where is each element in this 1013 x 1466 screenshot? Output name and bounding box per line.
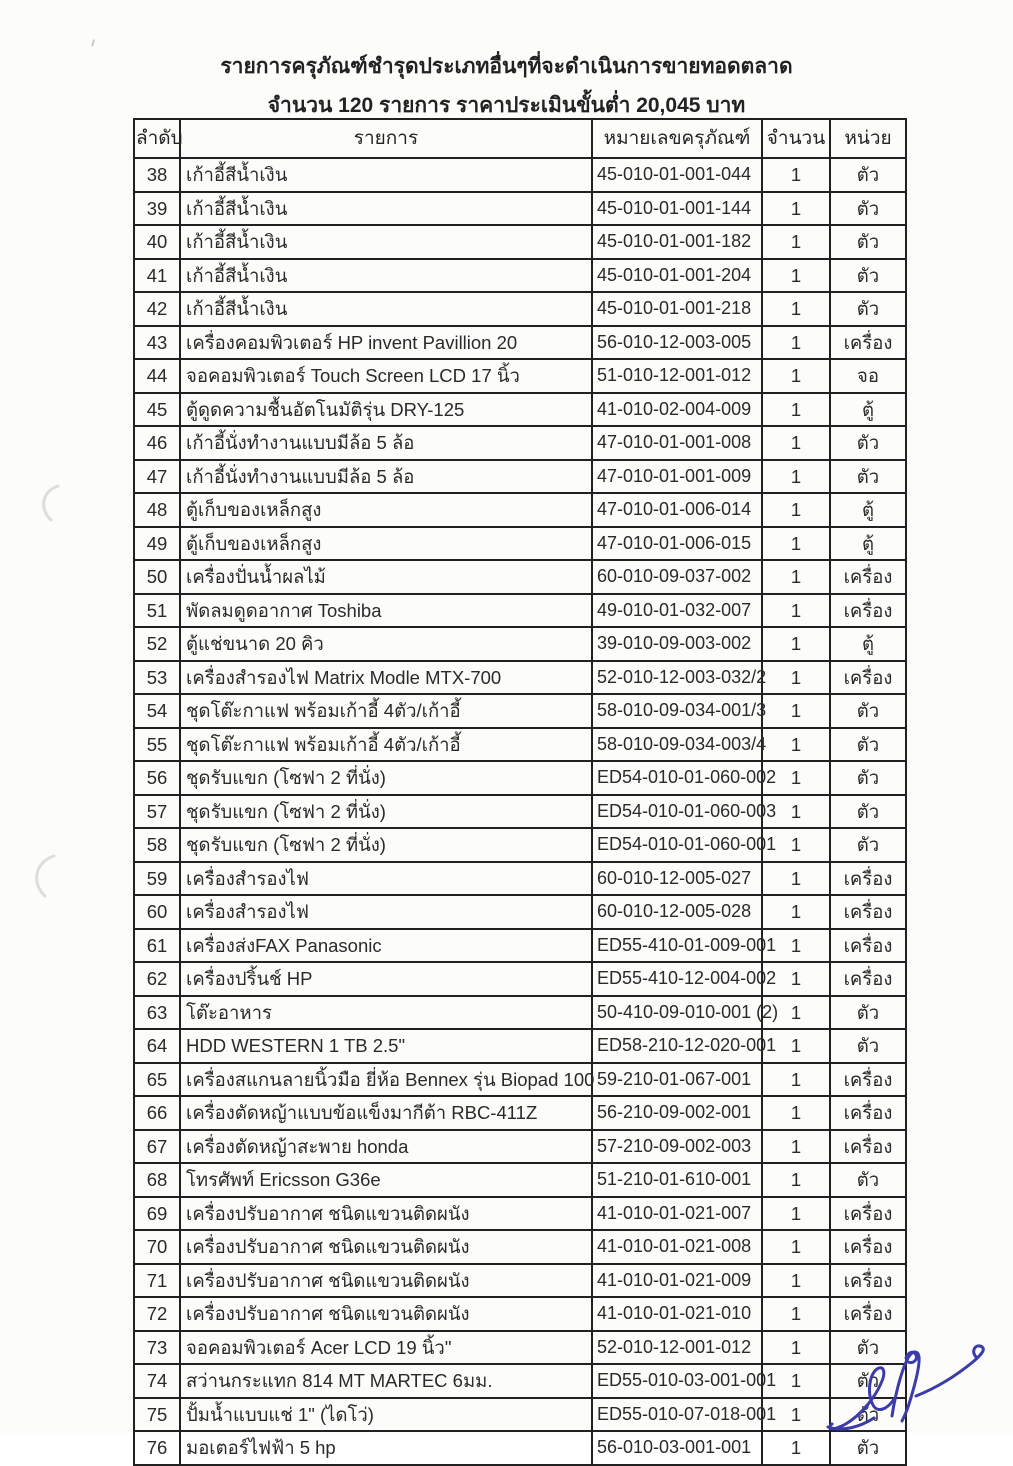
item-name: เก้าอี้สีน้ำเงิน — [180, 158, 592, 192]
table-row — [134, 661, 906, 695]
unit: เครื่อง — [830, 1096, 906, 1130]
asset-number: 41-010-01-021-009 — [592, 1264, 762, 1298]
unit: จอ — [830, 359, 906, 393]
table-row — [134, 1230, 906, 1264]
table-row — [134, 1364, 906, 1398]
handwritten-signature — [824, 1334, 1010, 1432]
asset-number: 45-010-01-001-044 — [592, 158, 762, 192]
table-row — [134, 895, 906, 929]
quantity: 1 — [762, 493, 830, 527]
unit: ตัว — [830, 192, 906, 226]
row-number: 61 — [134, 929, 180, 963]
asset-number: 60-010-12-005-027 — [592, 862, 762, 896]
item-name: เก้าอี้สีน้ำเงิน — [180, 225, 592, 259]
item-name: พัดลมดูดอากาศ Toshiba — [180, 594, 592, 628]
item-name: โต๊ะอาหาร — [180, 996, 592, 1030]
quantity: 1 — [762, 259, 830, 293]
item-name: เครื่องปรับอากาศ ชนิดแขวนติดผนัง — [180, 1264, 592, 1298]
asset-number: 41-010-01-021-007 — [592, 1197, 762, 1231]
quantity: 1 — [762, 828, 830, 862]
asset-number: 60-010-12-005-028 — [592, 895, 762, 929]
row-number: 76 — [134, 1431, 180, 1465]
unit: ตัว — [830, 761, 906, 795]
asset-number: 47-010-01-006-014 — [592, 493, 762, 527]
quantity: 1 — [762, 1096, 830, 1130]
unit: เครื่อง — [830, 962, 906, 996]
table-row — [134, 929, 906, 963]
table-row — [134, 1029, 906, 1063]
item-name: เครื่องปรับอากาศ ชนิดแขวนติดผนัง — [180, 1230, 592, 1264]
row-number: 55 — [134, 728, 180, 762]
row-number: 70 — [134, 1230, 180, 1264]
item-name: เครื่องปรับอากาศ ชนิดแขวนติดผนัง — [180, 1297, 592, 1331]
asset-number: 47-010-01-001-009 — [592, 460, 762, 494]
row-number: 72 — [134, 1297, 180, 1331]
item-name: ปั้มน้ำแบบแช่ 1" (ไดโว่) — [180, 1398, 592, 1432]
row-number: 75 — [134, 1398, 180, 1432]
item-name: ชุดรับแขก (โซฟา 2 ที่นั่ง) — [180, 828, 592, 862]
quantity: 1 — [762, 1331, 830, 1365]
asset-number: 57-210-09-002-003 — [592, 1130, 762, 1164]
table-row — [134, 1063, 906, 1097]
row-number: 66 — [134, 1096, 180, 1130]
item-name: เครื่องปริ้นช์ HP — [180, 962, 592, 996]
table-row — [134, 1297, 906, 1331]
asset-number: ED55-410-01-009-001 — [592, 929, 762, 963]
quantity: 1 — [762, 393, 830, 427]
item-name: สว่านกระแทก 814 MT MARTEC 6มม. — [180, 1364, 592, 1398]
asset-number: 47-010-01-001-008 — [592, 426, 762, 460]
unit: ตัว — [830, 292, 906, 326]
row-number: 48 — [134, 493, 180, 527]
unit: ตู้ — [830, 527, 906, 561]
row-number: 41 — [134, 259, 180, 293]
table-row — [134, 761, 906, 795]
row-number: 69 — [134, 1197, 180, 1231]
asset-number: 56-010-03-001-001 — [592, 1431, 762, 1465]
asset-number: ED55-410-12-004-002 — [592, 962, 762, 996]
asset-number: ED54-010-01-060-003 — [592, 795, 762, 829]
table-row — [134, 158, 906, 192]
table-row — [134, 292, 906, 326]
row-number: 63 — [134, 996, 180, 1030]
asset-number: ED58-210-12-020-001 — [592, 1029, 762, 1063]
table-row — [134, 1197, 906, 1231]
quantity: 1 — [762, 527, 830, 561]
quantity: 1 — [762, 761, 830, 795]
item-name: ชุดรับแขก (โซฟา 2 ที่นั่ง) — [180, 761, 592, 795]
item-name: ชุดโต๊ะกาแฟ พร้อมเก้าอี้ 4ตัว/เก้าอี้ — [180, 694, 592, 728]
row-number: 58 — [134, 828, 180, 862]
quantity: 1 — [762, 158, 830, 192]
unit: เครื่อง — [830, 862, 906, 896]
row-number: 73 — [134, 1331, 180, 1365]
quantity: 1 — [762, 962, 830, 996]
unit: เครื่อง — [830, 661, 906, 695]
quantity: 1 — [762, 862, 830, 896]
asset-number: 45-010-01-001-144 — [592, 192, 762, 226]
quantity: 1 — [762, 1297, 830, 1331]
row-number: 45 — [134, 393, 180, 427]
unit: เครื่อง — [830, 326, 906, 360]
table-row — [134, 627, 906, 661]
quantity: 1 — [762, 795, 830, 829]
table-row — [134, 560, 906, 594]
asset-number: 52-010-12-003-032/2 — [592, 661, 762, 695]
table-row — [134, 192, 906, 226]
table-row — [134, 225, 906, 259]
row-number: 64 — [134, 1029, 180, 1063]
item-name: เครื่องสแกนลายนิ้วมือ ยี่ห้อ Bennex รุ่น Biopad 100 — [180, 1063, 592, 1097]
item-name: เก้าอี้สีน้ำเงิน — [180, 192, 592, 226]
row-number: 44 — [134, 359, 180, 393]
table-row — [134, 426, 906, 460]
unit: เครื่อง — [830, 929, 906, 963]
quantity: 1 — [762, 996, 830, 1030]
document-subtitle: จำนวน 120 รายการ ราคาประเมินขั้นต่ำ 20,045 บาท — [267, 94, 746, 117]
unit: เครื่อง — [830, 1297, 906, 1331]
table-row — [134, 862, 906, 896]
asset-number: 58-010-09-034-001/3 — [592, 694, 762, 728]
item-name: ชุดรับแขก (โซฟา 2 ที่นั่ง) — [180, 795, 592, 829]
table-row — [134, 1264, 906, 1298]
table-row — [134, 393, 906, 427]
table-row — [134, 1096, 906, 1130]
item-name: เก้าอี้นั่งทำงานแบบมีล้อ 5 ล้อ — [180, 426, 592, 460]
table-row — [134, 460, 906, 494]
row-number: 54 — [134, 694, 180, 728]
unit: เครื่อง — [830, 1197, 906, 1231]
asset-number: 52-010-12-001-012 — [592, 1331, 762, 1365]
asset-number: ED54-010-01-060-001 — [592, 828, 762, 862]
row-number: 51 — [134, 594, 180, 628]
quantity: 1 — [762, 292, 830, 326]
header-item-name: รายการ — [180, 119, 592, 158]
item-name: มอเตอร์ไฟฟ้า 5 hp — [180, 1431, 592, 1465]
asset-number: 41-010-01-021-008 — [592, 1230, 762, 1264]
asset-number: 59-210-01-067-001 — [592, 1063, 762, 1097]
quantity: 1 — [762, 1063, 830, 1097]
item-name: จอคอมพิวเตอร์ Touch Screen LCD 17 นิ้ว — [180, 359, 592, 393]
row-number: 74 — [134, 1364, 180, 1398]
table-row — [134, 527, 906, 561]
header-asset-number: หมายเลขครุภัณฑ์ — [592, 119, 762, 158]
quantity: 1 — [762, 426, 830, 460]
asset-number: 56-210-09-002-001 — [592, 1096, 762, 1130]
row-number: 50 — [134, 560, 180, 594]
item-name: เครื่องสำรองไฟ — [180, 862, 592, 896]
table-row — [134, 259, 906, 293]
asset-number: 51-210-01-610-001 — [592, 1163, 762, 1197]
unit: เครื่อง — [830, 1230, 906, 1264]
table-row — [134, 962, 906, 996]
asset-number: 39-010-09-003-002 — [592, 627, 762, 661]
asset-number: 49-010-01-032-007 — [592, 594, 762, 628]
unit: เครื่อง — [830, 1264, 906, 1298]
item-name: HDD WESTERN 1 TB 2.5" — [180, 1029, 592, 1063]
item-name: เครื่องสำรองไฟ — [180, 895, 592, 929]
row-number: 60 — [134, 895, 180, 929]
unit: ตัว — [830, 460, 906, 494]
unit: เครื่อง — [830, 594, 906, 628]
quantity: 1 — [762, 560, 830, 594]
table-row — [134, 828, 906, 862]
row-number: 38 — [134, 158, 180, 192]
asset-number: 58-010-09-034-003/4 — [592, 728, 762, 762]
header-quantity: จำนวน — [762, 119, 830, 158]
row-number: 39 — [134, 192, 180, 226]
table-row — [134, 1431, 906, 1465]
table-row — [134, 359, 906, 393]
item-name: เครื่องปรับอากาศ ชนิดแขวนติดผนัง — [180, 1197, 592, 1231]
item-name: ตู้เก็บของเหล็กสูง — [180, 493, 592, 527]
unit: ตู้ — [830, 627, 906, 661]
quantity: 1 — [762, 225, 830, 259]
quantity: 1 — [762, 359, 830, 393]
row-number: 65 — [134, 1063, 180, 1097]
document-title: รายการครุภัณฑ์ชำรุดประเภทอื่นๆที่จะดำเนินการขายทอดตลาด — [220, 55, 793, 78]
table-row — [134, 493, 906, 527]
row-number: 40 — [134, 225, 180, 259]
item-name: โทรศัพท์ Ericsson G36e — [180, 1163, 592, 1197]
asset-number: ED55-010-03-001-001 — [592, 1364, 762, 1398]
quantity: 1 — [762, 661, 830, 695]
quantity: 1 — [762, 1431, 830, 1465]
quantity: 1 — [762, 1264, 830, 1298]
asset-table — [133, 118, 907, 1466]
table-row — [134, 1163, 906, 1197]
table-row — [134, 1331, 906, 1365]
asset-number: 50-410-09-010-001 (2) — [592, 996, 762, 1030]
unit: ตัว — [830, 225, 906, 259]
unit: ตัว — [830, 1029, 906, 1063]
asset-table-body — [134, 158, 906, 1465]
asset-number: ED55-010-07-018-001 — [592, 1398, 762, 1432]
row-number: 62 — [134, 962, 180, 996]
item-name: เก้าอี้สีน้ำเงิน — [180, 292, 592, 326]
quantity: 1 — [762, 460, 830, 494]
quantity: 1 — [762, 728, 830, 762]
asset-number: 45-010-01-001-218 — [592, 292, 762, 326]
item-name: เครื่องคอมพิวเตอร์ HP invent Pavillion 20 — [180, 326, 592, 360]
quantity: 1 — [762, 1230, 830, 1264]
row-number: 68 — [134, 1163, 180, 1197]
table-row — [134, 996, 906, 1030]
scan-artifact-arc — [36, 483, 62, 523]
quantity: 1 — [762, 1398, 830, 1432]
quantity: 1 — [762, 1029, 830, 1063]
row-number: 47 — [134, 460, 180, 494]
row-number: 59 — [134, 862, 180, 896]
item-name: จอคอมพิวเตอร์ Acer LCD 19 นิ้ว" — [180, 1331, 592, 1365]
item-name: ตู้ดูดความชื้นอัตโนมัติรุ่น DRY-125 — [180, 393, 592, 427]
unit: ตัว — [830, 996, 906, 1030]
item-name: เครื่องปั่นน้ำผลไม้ — [180, 560, 592, 594]
unit: เครื่อง — [830, 1130, 906, 1164]
unit: ตัว — [830, 158, 906, 192]
table-row — [134, 795, 906, 829]
quantity: 1 — [762, 895, 830, 929]
quantity: 1 — [762, 627, 830, 661]
row-number: 67 — [134, 1130, 180, 1164]
table-row — [134, 1398, 906, 1432]
unit: ตัว — [830, 1398, 906, 1432]
item-name: เก้าอี้สีน้ำเงิน — [180, 259, 592, 293]
unit: เครื่อง — [830, 1063, 906, 1097]
row-number: 52 — [134, 627, 180, 661]
row-number: 57 — [134, 795, 180, 829]
item-name: เครื่องส่งFAX Panasonic — [180, 929, 592, 963]
asset-number: 45-010-01-001-204 — [592, 259, 762, 293]
table-row — [134, 1130, 906, 1164]
row-number: 53 — [134, 661, 180, 695]
row-number: 56 — [134, 761, 180, 795]
unit: ตู้ — [830, 393, 906, 427]
scan-artifact-mark — [91, 39, 99, 48]
scan-artifact-arc — [28, 853, 60, 899]
table-row — [134, 594, 906, 628]
unit: ตัว — [830, 259, 906, 293]
quantity: 1 — [762, 694, 830, 728]
row-number: 42 — [134, 292, 180, 326]
unit: ตัว — [830, 1431, 906, 1465]
row-number: 46 — [134, 426, 180, 460]
asset-number: 41-010-02-004-009 — [592, 393, 762, 427]
unit: ตัว — [830, 828, 906, 862]
table-header-row — [134, 119, 906, 158]
asset-number: 51-010-12-001-012 — [592, 359, 762, 393]
quantity: 1 — [762, 1197, 830, 1231]
item-name: ชุดโต๊ะกาแฟ พร้อมเก้าอี้ 4ตัว/เก้าอี้ — [180, 728, 592, 762]
asset-number: 45-010-01-001-182 — [592, 225, 762, 259]
row-number: 49 — [134, 527, 180, 561]
unit: ตัว — [830, 426, 906, 460]
header-unit: หน่วย — [830, 119, 906, 158]
unit: ตัว — [830, 1163, 906, 1197]
table-row — [134, 326, 906, 360]
item-name: ตู้แช่ขนาด 20 คิว — [180, 627, 592, 661]
unit: ตัว — [830, 795, 906, 829]
unit: ตัว — [830, 694, 906, 728]
unit: ตัว — [830, 1331, 906, 1365]
quantity: 1 — [762, 192, 830, 226]
item-name: ตู้เก็บของเหล็กสูง — [180, 527, 592, 561]
item-name: เครื่องสำรองไฟ Matrix Modle MTX-700 — [180, 661, 592, 695]
unit: ตู้ — [830, 493, 906, 527]
asset-number: 56-010-12-003-005 — [592, 326, 762, 360]
asset-number: ED54-010-01-060-002 — [592, 761, 762, 795]
asset-number: 60-010-09-037-002 — [592, 560, 762, 594]
item-name: เครื่องตัดหญ้าสะพาย honda — [180, 1130, 592, 1164]
quantity: 1 — [762, 326, 830, 360]
quantity: 1 — [762, 1130, 830, 1164]
unit: เครื่อง — [830, 560, 906, 594]
header-row-number: ลำดับ — [134, 119, 180, 158]
row-number: 71 — [134, 1264, 180, 1298]
quantity: 1 — [762, 1163, 830, 1197]
asset-number: 41-010-01-021-010 — [592, 1297, 762, 1331]
table-row — [134, 694, 906, 728]
quantity: 1 — [762, 594, 830, 628]
unit: ตัว — [830, 1364, 906, 1398]
quantity: 1 — [762, 1364, 830, 1398]
asset-number: 47-010-01-006-015 — [592, 527, 762, 561]
item-name: เครื่องตัดหญ้าแบบข้อแข็งมากีต้า RBC-411Z — [180, 1096, 592, 1130]
quantity: 1 — [762, 929, 830, 963]
unit: ตัว — [830, 728, 906, 762]
item-name: เก้าอี้นั่งทำงานแบบมีล้อ 5 ล้อ — [180, 460, 592, 494]
row-number: 43 — [134, 326, 180, 360]
table-row — [134, 728, 906, 762]
unit: เครื่อง — [830, 895, 906, 929]
